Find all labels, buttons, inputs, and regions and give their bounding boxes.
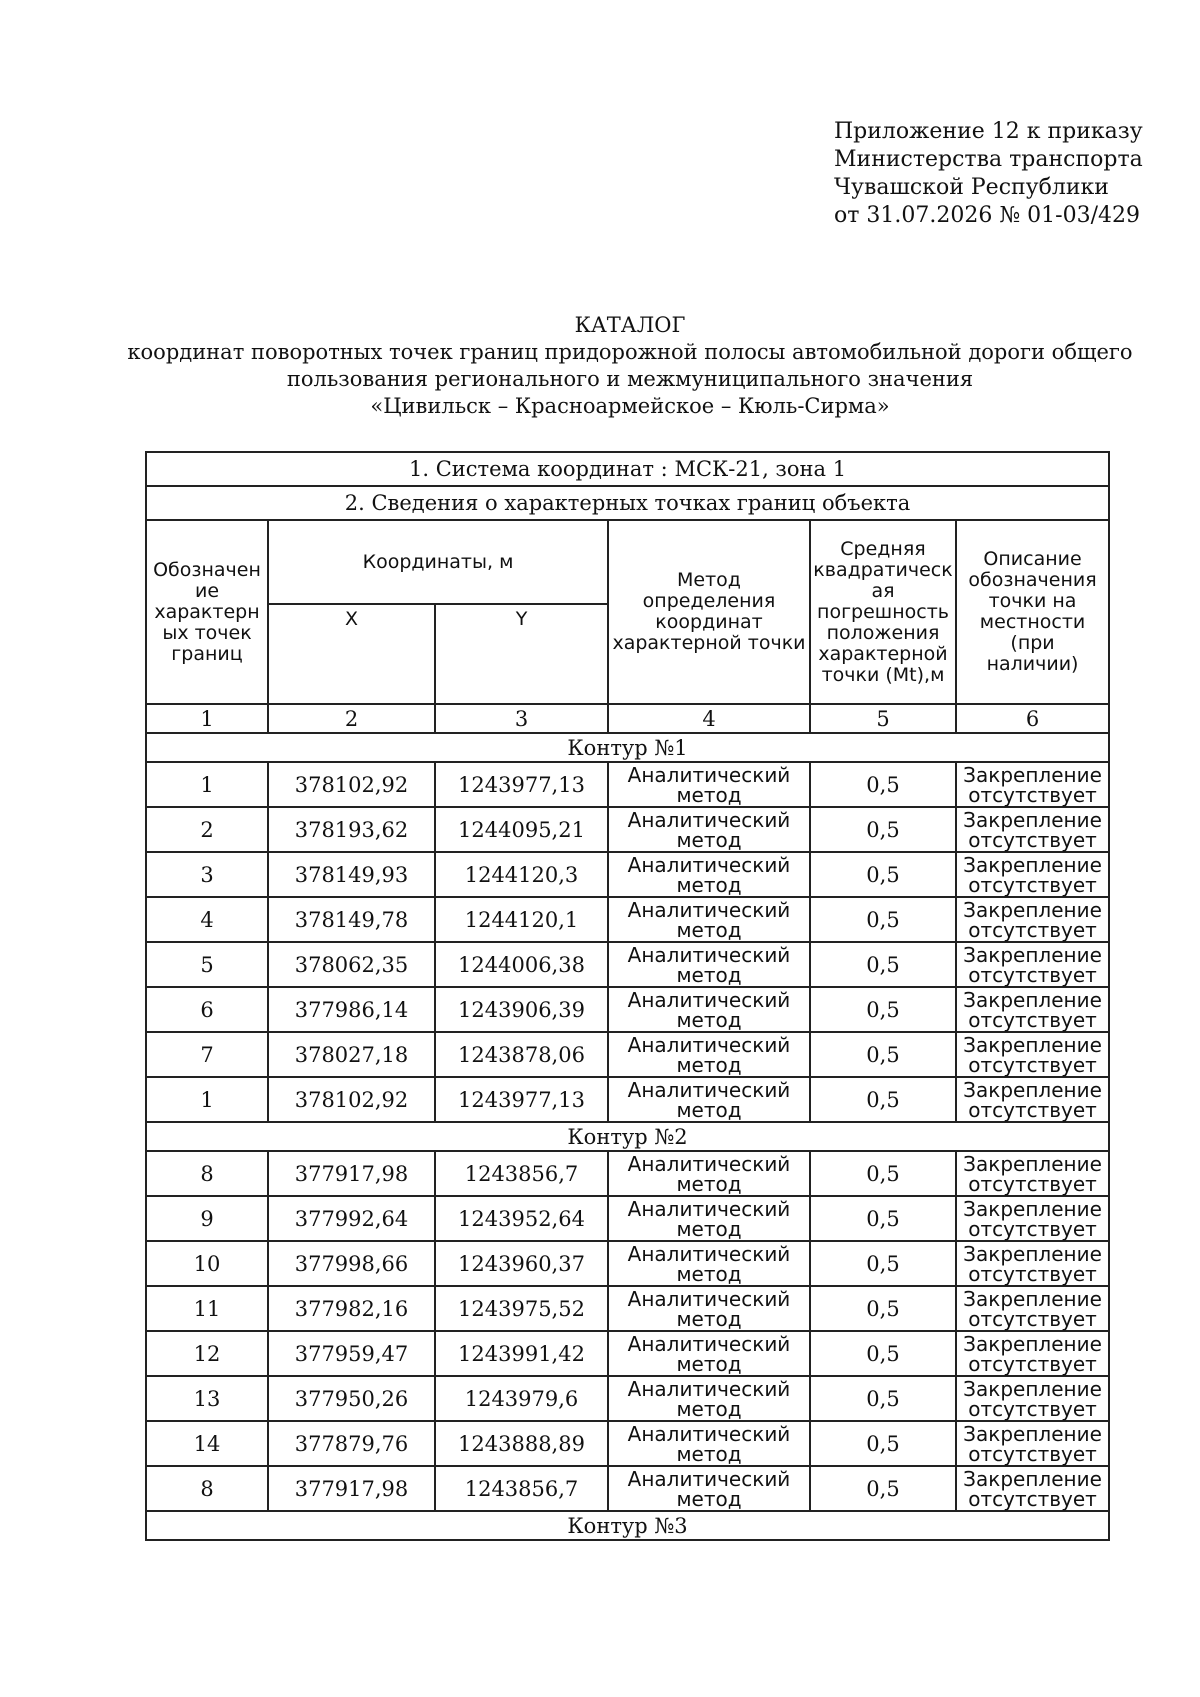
y-coordinate: 1244120,1 [435,897,608,942]
header-line: ых точек [162,621,252,644]
description-text: Закрепление [963,1151,1102,1176]
description-text: отсутствует [968,1261,1097,1286]
table-row [146,807,1109,852]
method-text: метод [676,1351,742,1376]
y-coordinate: 1243977,13 [435,762,608,807]
method-text: Аналитический [627,1032,791,1057]
header-line: (при [1010,632,1055,654]
x-coordinate: 378193,62 [268,807,435,852]
mean-error: 0,5 [810,1331,956,1376]
method-text: Аналитический [627,1286,791,1311]
header-line: Обозначен [153,558,261,581]
description-text: Закрепление [963,942,1102,967]
x-coordinate: 378149,93 [268,852,435,897]
method-text: метод [676,827,742,852]
mean-error: 0,5 [810,1421,956,1466]
mean-error: 0,5 [810,1241,956,1286]
appendix-block [834,118,1143,230]
table-row [146,852,1109,897]
method-text: Аналитический [627,987,791,1012]
mean-error: 0,5 [810,942,956,987]
mean-error: 0,5 [810,1032,956,1077]
y-coordinate: 1244095,21 [435,807,608,852]
appendix-line: Чувашской Республики [834,175,1109,200]
x-coordinate: 377998,66 [268,1241,435,1286]
x-coordinate: 377986,14 [268,987,435,1032]
header-line: точки (Mt),м [821,663,945,686]
header-line: характерн [154,600,260,623]
description-text: Закрепление [963,1331,1102,1356]
method-text: метод [676,1261,742,1286]
contour-label: Контур №2 [146,1122,1109,1151]
description-text: отсутствует [968,917,1097,942]
contour-label: Контур №3 [146,1511,1109,1540]
x-coordinate: 378102,92 [268,762,435,807]
point-number: 14 [146,1421,268,1466]
x-coordinate: 377982,16 [268,1286,435,1331]
table-row [146,1196,1109,1241]
table-row [146,1376,1109,1421]
method-text: Аналитический [627,852,791,877]
description-text: Закрепление [963,1196,1102,1221]
method-cell [608,942,810,987]
table-row [146,1241,1109,1286]
description-cell [956,1331,1109,1376]
column-number: 2 [268,704,435,733]
point-number: 8 [146,1466,268,1511]
method-text: метод [676,962,742,987]
title-line: координат поворотных точек границ придорожной полосы автомобильной дороги общего [127,340,1133,364]
method-cell [608,1376,810,1421]
method-cell [608,1032,810,1077]
column-number: 6 [956,704,1109,733]
y-coordinate: 1243979,6 [435,1376,608,1421]
method-text: Аналитический [627,1376,791,1401]
table-row [146,987,1109,1032]
method-text: метод [676,1171,742,1196]
x-coordinate: 377917,98 [268,1151,435,1196]
method-text: метод [676,1486,742,1511]
method-text: Аналитический [627,1466,791,1491]
point-number: 11 [146,1286,268,1331]
point-number: 2 [146,807,268,852]
x-coordinate: 378027,18 [268,1032,435,1077]
description-text: отсутствует [968,1396,1097,1421]
title-line: «Цивильск – Красноармейское – Кюль-Сирма» [370,394,890,418]
description-text: отсутствует [968,1351,1097,1376]
description-text: Закрепление [963,1286,1102,1311]
header-line: характерной точки [612,632,806,654]
point-number: 1 [146,1077,268,1122]
mean-error: 0,5 [810,987,956,1032]
x-coordinate: 377879,76 [268,1421,435,1466]
method-cell [608,1151,810,1196]
column-number: 3 [435,704,608,733]
contour-label: Контур №1 [146,733,1109,762]
mean-error: 0,5 [810,852,956,897]
method-text: метод [676,782,742,807]
description-text: отсутствует [968,872,1097,897]
description-cell [956,1286,1109,1331]
description-text: Закрепление [963,1241,1102,1266]
x-coordinate: 378062,35 [268,942,435,987]
description-text: Закрепление [963,1032,1102,1057]
contour-row [146,1511,1109,1540]
description-text: Закрепление [963,1077,1102,1102]
description-cell [956,1077,1109,1122]
y-coordinate: 1243878,06 [435,1032,608,1077]
description-cell [956,1196,1109,1241]
method-cell [608,1196,810,1241]
header-line: местности [979,611,1086,633]
method-cell [608,762,810,807]
description-text: отсутствует [968,1306,1097,1331]
appendix-line: от 31.07.2026 № 01-03/429 [834,203,1141,228]
method-cell [608,1421,810,1466]
description-cell [956,762,1109,807]
description-text: отсутствует [968,1441,1097,1466]
method-text: метод [676,1216,742,1241]
x-coordinate: 378149,78 [268,897,435,942]
description-text: Закрепление [963,807,1102,832]
mean-error: 0,5 [810,1286,956,1331]
description-cell [956,1032,1109,1077]
description-text: отсутствует [968,782,1097,807]
description-cell [956,807,1109,852]
header-line: Описание [983,548,1082,570]
description-cell [956,987,1109,1032]
header-line: точки на [988,590,1077,612]
y-coordinate: 1243991,42 [435,1331,608,1376]
header-line: координат [655,611,763,633]
description-text: Закрепление [963,1466,1102,1491]
mean-error: 0,5 [810,1196,956,1241]
method-text: метод [676,872,742,897]
method-cell [608,1331,810,1376]
header-method [608,520,810,704]
description-text: Закрепление [963,987,1102,1012]
method-text: Аналитический [627,1241,791,1266]
column-number: 1 [146,704,268,733]
description-text: Закрепление [963,1376,1102,1401]
method-text: Аналитический [627,1151,791,1176]
point-number: 5 [146,942,268,987]
table-row [146,1286,1109,1331]
title-line: пользования регионального и межмуниципального значения [286,367,974,391]
method-text: Аналитический [627,762,791,787]
description-cell [956,942,1109,987]
method-cell [608,987,810,1032]
method-text: Аналитический [627,1331,791,1356]
contour-row [146,1122,1109,1151]
y-coordinate: 1243952,64 [435,1196,608,1241]
header-line: обозначения [968,569,1097,591]
method-text: метод [676,1007,742,1032]
description-text: отсутствует [968,1171,1097,1196]
description-text: отсутствует [968,1097,1097,1122]
method-text: метод [676,1097,742,1122]
y-coordinate: 1243906,39 [435,987,608,1032]
y-coordinate: 1243960,37 [435,1241,608,1286]
description-text: отсутствует [968,1486,1097,1511]
appendix-line: Приложение 12 к приказу [834,119,1143,144]
table-row [146,762,1109,807]
x-coordinate: 377959,47 [268,1331,435,1376]
appendix-line: Министерства транспорта [834,147,1143,172]
x-coordinate: 377992,64 [268,1196,435,1241]
coordinate-system-row: 1. Система координат : МСК-21, зона 1 [146,452,1109,486]
point-number: 10 [146,1241,268,1286]
mean-error: 0,5 [810,1466,956,1511]
method-text: Аналитический [627,1077,791,1102]
point-number: 6 [146,987,268,1032]
header-line: положения [826,621,940,644]
y-coordinate: 1243977,13 [435,1077,608,1122]
y-coordinate: 1244006,38 [435,942,608,987]
description-text: отсутствует [968,1052,1097,1077]
description-cell [956,1466,1109,1511]
header-mean-error [810,520,956,704]
point-number: 9 [146,1196,268,1241]
method-text: Аналитический [627,1421,791,1446]
description-cell [956,1241,1109,1286]
table-row [146,1331,1109,1376]
description-cell [956,852,1109,897]
header-line: характерной [818,642,948,665]
header-description [956,520,1109,704]
method-text: метод [676,1441,742,1466]
point-number: 4 [146,897,268,942]
method-cell [608,1466,810,1511]
method-text: Аналитический [627,807,791,832]
table-row [146,1151,1109,1196]
header-line: погрешность [817,600,949,623]
header-line: ие [194,579,220,602]
method-text: метод [676,1396,742,1421]
description-text: отсутствует [968,827,1097,852]
method-cell [608,1077,810,1122]
description-text: отсутствует [968,1007,1097,1032]
header-line: границ [171,642,243,665]
method-cell [608,1286,810,1331]
contour-row [146,733,1109,762]
method-text: метод [676,917,742,942]
table-row [146,942,1109,987]
header-line: определения [642,590,776,612]
x-coordinate: 378102,92 [268,1077,435,1122]
header-line: Средняя [840,537,926,560]
description-text: Закрепление [963,762,1102,787]
point-number: 13 [146,1376,268,1421]
point-number: 12 [146,1331,268,1376]
method-text: метод [676,1306,742,1331]
mean-error: 0,5 [810,1077,956,1122]
mean-error: 0,5 [810,807,956,852]
header-line: квадратическ [813,558,953,581]
header-coordinates: Координаты, м [268,520,608,604]
y-coordinate: 1244120,3 [435,852,608,897]
y-coordinate: 1243975,52 [435,1286,608,1331]
y-coordinate: 1243856,7 [435,1466,608,1511]
method-text: Аналитический [627,942,791,967]
description-text: Закрепление [963,1421,1102,1446]
description-cell [956,897,1109,942]
method-cell [608,807,810,852]
method-cell [608,897,810,942]
table-row [146,1077,1109,1122]
section-title-row: 2. Сведения о характерных точках границ объекта [146,486,1109,520]
title-heading: КАТАЛОГ [574,313,686,337]
method-text: Аналитический [627,1196,791,1221]
point-number: 1 [146,762,268,807]
header-line: Метод [677,569,741,591]
column-number: 5 [810,704,956,733]
point-number: 3 [146,852,268,897]
x-coordinate: 377917,98 [268,1466,435,1511]
column-number: 4 [608,704,810,733]
header-point-designation [146,520,268,704]
header-x: X [268,604,435,704]
x-coordinate: 377950,26 [268,1376,435,1421]
description-cell [956,1376,1109,1421]
header-y: Y [435,604,608,704]
coordinates-table [145,451,1110,1541]
mean-error: 0,5 [810,897,956,942]
description-text: отсутствует [968,962,1097,987]
description-text: Закрепление [963,852,1102,877]
table-row [146,1421,1109,1466]
table-row [146,1032,1109,1077]
point-number: 8 [146,1151,268,1196]
y-coordinate: 1243888,89 [435,1421,608,1466]
y-coordinate: 1243856,7 [435,1151,608,1196]
method-text: Аналитический [627,897,791,922]
method-cell [608,852,810,897]
document-title [0,312,1200,420]
mean-error: 0,5 [810,1376,956,1421]
mean-error: 0,5 [810,762,956,807]
mean-error: 0,5 [810,1151,956,1196]
point-number: 7 [146,1032,268,1077]
header-line: наличии) [986,653,1079,675]
table-row [146,897,1109,942]
header-line: ая [871,579,895,602]
description-text: Закрепление [963,897,1102,922]
method-text: метод [676,1052,742,1077]
description-cell [956,1151,1109,1196]
method-cell [608,1241,810,1286]
description-cell [956,1421,1109,1466]
description-text: отсутствует [968,1216,1097,1241]
table-row [146,1466,1109,1511]
